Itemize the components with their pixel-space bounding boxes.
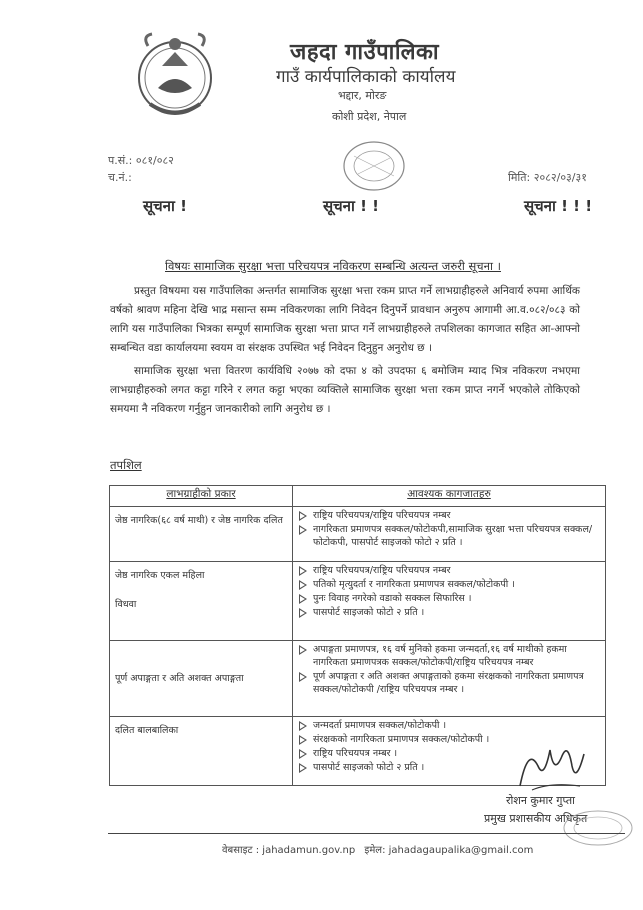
dispatch-number: च.नं.: (108, 171, 132, 184)
document-item: पतिको मृत्युदर्ता र नागरिकता प्रमाणपत्र सक्कल/फोटोकपी । (297, 578, 601, 591)
address-line-1: भद्दार, मोरङ (338, 89, 387, 102)
notice-label-3: सूचना ! ! ! (524, 197, 593, 215)
beneficiary-type-cell (110, 562, 293, 641)
beneficiary-type-cell (110, 507, 293, 562)
beneficiary-type-cell (110, 641, 293, 717)
office-name: जहदा गाउँपालिका (290, 40, 440, 65)
table-row (110, 562, 606, 641)
document-item: नागरिकता प्रमाणपत्र सक्कल/फोटोकपी,सामाजिक सुरक्षा भत्ता परिचयपत्र सक्कल/ फोटोकपी, पासपोर्ट साइजको फोटो २ प्रति । (297, 523, 601, 549)
beneficiary-type-label: जेष्ठ नागरिक(६८ वर्ष माथी) र जेष्ठ नागरिक दलित (115, 515, 283, 526)
document-item: पूर्ण अपाङ्गता र अति अशक्त अपाङ्गताको हकमा संरक्षकको नागरिकता प्रमाणपत्र सक्कल/फोटोकपी /राष्ट्रिय परिचयपत्र नम्बर । (297, 670, 601, 696)
footer-email: इमेल: jahadagaupalika@gmail.com (364, 845, 534, 856)
table-header-row (110, 486, 606, 507)
beneficiary-type-label: दलित बालबालिका (115, 725, 179, 736)
notice-label-1: सूचना ! (143, 197, 187, 215)
letter-date: मिति: २०८२/०३/३१ (508, 171, 587, 184)
document-item: पुनः विवाह नगरेको वडाको सक्कल सिफारिस । (297, 592, 601, 605)
documents-cell (293, 507, 606, 562)
nepal-emblem-icon (130, 26, 220, 131)
document-item: जन्मदर्ता प्रमाणपत्र सक्कल/फोटोकपी । (297, 719, 601, 732)
table-row (110, 507, 606, 562)
office-stamp-icon (338, 136, 410, 196)
beneficiary-type-label: विधवा (115, 599, 137, 610)
document-item: पासपोर्ट साइजको फोटो २ प्रति । (297, 606, 601, 619)
body-paragraph-1: प्रस्तुत विषयमा यस गाउँपालिका अन्तर्गत सामाजिक सुरक्षा भत्ता रकम प्राप्त गर्ने लाभग्राहीहरुले अनिवार्य रुपमा आर्थिक वर्षको श्रावण महिना देखि भाद्र मसान्त सम्म नविकरणका लागि निवेदन दिनुपर्ने प्रावधान अनुरुप आगामी आ.व.०८२/०८३ को लागि यस गाउँपालिका भित्रका सम्पूर्ण सामाजिक सुरक्षा भत्ता प्राप्त गर्ने लाभग्राहीहरुले तपशिलका कागजात सहित आ-आफ्नो सम्बन्धित वडा कार्यालयमा स्वयम वा संरक्षक उपस्थित भई निवेदन दिनुहुन अनुरोध छ । (110, 285, 580, 354)
document-item: अपाङ्गता प्रमाणपत्र, १६ वर्ष मुनिको हकमा जन्मदर्ता,१६ वर्ष माथीको हकमा नागरिकता प्रमाणपत्रक सक्कल/फोटोकपी/राष्ट्रिय परिचयपत्र नम्बर (297, 643, 601, 669)
reference-number: प.सं.: ०८१/०८२ (108, 154, 174, 167)
document-item: राष्ट्रिय परिचयपत्र नम्बर । (297, 747, 601, 760)
notice-label-2: सूचना ! ! (323, 197, 380, 215)
beneficiary-type-cell (110, 717, 293, 786)
document-item: संरक्षकको नागरिकता प्रमाणपत्र सक्कल/फोटोकपी । (297, 733, 601, 746)
documents-cell (293, 562, 606, 641)
signatory-designation: प्रमुख प्रशासकीय अधिकृत (484, 812, 588, 825)
footer-divider (108, 833, 625, 834)
document-item: राष्ट्रिय परिचयपत्र/राष्ट्रिय परिचयपत्र नम्बर (297, 564, 601, 577)
column-header-beneficiary-type: लाभग्राहीको प्रकार (110, 486, 293, 507)
office-subtitle: गाउँ कार्यपालिकाको कार्यालय (276, 67, 456, 87)
table-row (110, 641, 606, 717)
address-line-2: कोशी प्रदेश, नेपाल (332, 110, 407, 123)
signatory-name: रोशन कुमार गुप्ता (506, 794, 575, 807)
beneficiary-type-label: जेष्ठ नागरिक एकल महिला (115, 570, 205, 581)
column-header-required-documents: आवश्यक कागजातहरु (293, 486, 606, 507)
details-heading: तपशिल (110, 458, 142, 472)
documents-cell (293, 641, 606, 717)
signature-icon (510, 736, 590, 798)
document-item: राष्ट्रिय परिचयपत्र/राष्ट्रिय परिचयपत्र नम्बर (297, 509, 601, 522)
office-seal-icon (560, 808, 636, 848)
letter-subject: विषयः सामाजिक सुरक्षा भत्ता परिचयपत्र नविकरण सम्बन्धि अत्यन्त जरुरी सूचना । (165, 259, 501, 273)
beneficiary-type-label: पूर्ण अपाङ्गता र अति अशक्त अपाङ्गता (115, 673, 244, 684)
document-item: पासपोर्ट साइजको फोटो २ प्रति । (297, 761, 601, 774)
body-paragraph-2: सामाजिक सुरक्षा भत्ता वितरण कार्यविधि २०७७ को दफा ४ को उपदफा ६ बमोजिम म्याद भित्र नविकरण नभएमा लाभग्राहीहरुको लगत कट्टा गरिने र लगत कट्टा भएका व्यक्तिले सामाजिक सुरक्षा भत्ता रकम प्राप्त नगर्ने भएकोले तोकिएको समयमा नै नविकरण गर्नुहुन जानकारीको लागि अनुरोध छ । (110, 365, 580, 415)
footer-website: वेबसाइट : jahadamun.gov.np (222, 845, 356, 856)
footer-contact (222, 842, 539, 856)
